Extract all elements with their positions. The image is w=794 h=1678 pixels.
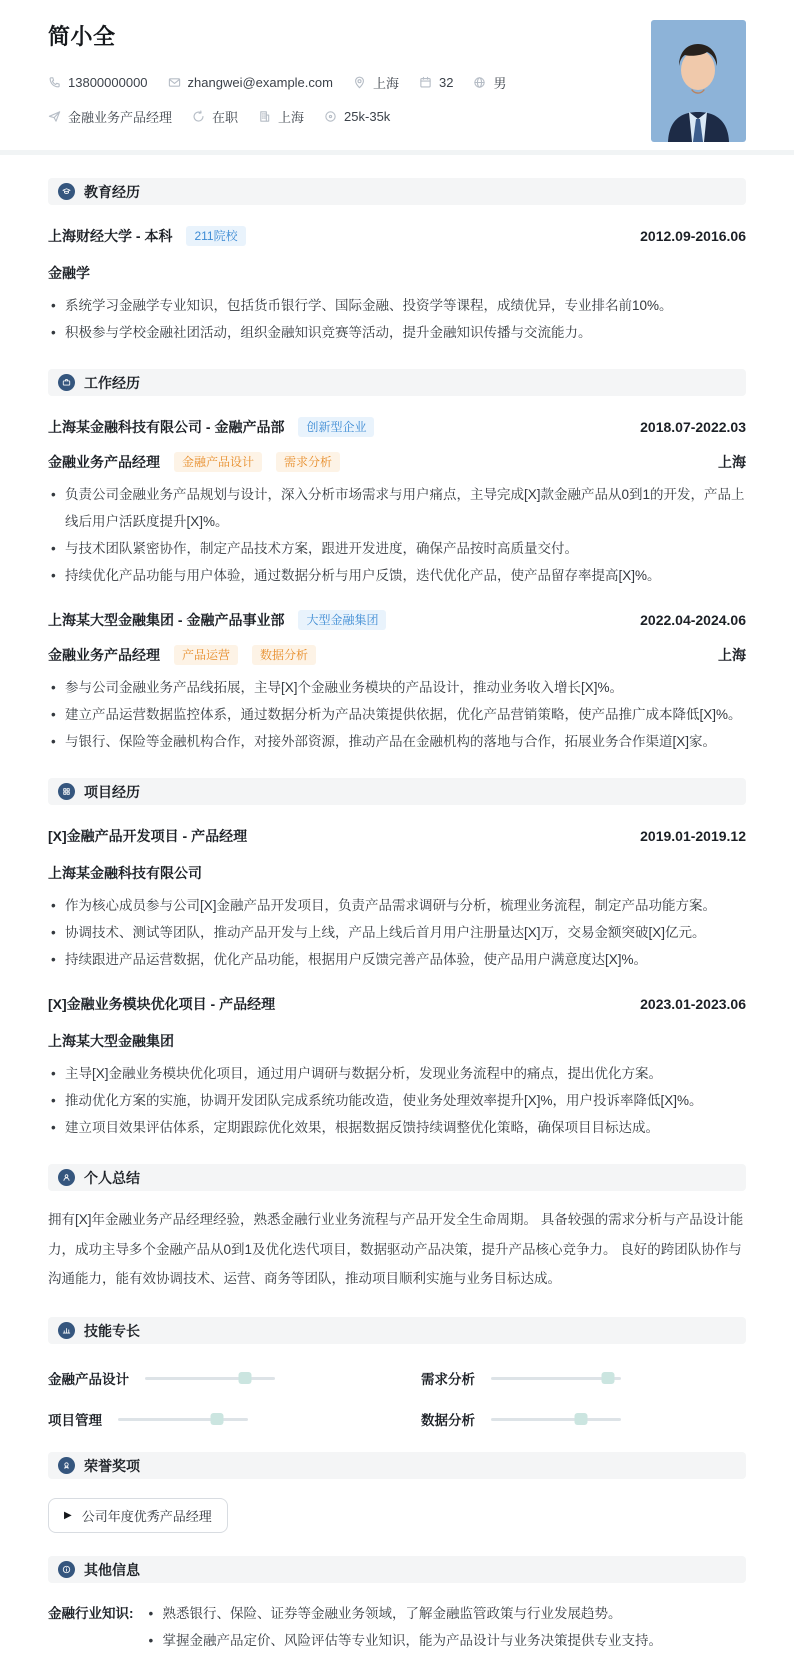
portrait-image (651, 20, 746, 142)
target-job-value: 金融业务产品经理 (68, 110, 173, 125)
location-value: 上海 (372, 76, 399, 91)
work-entry (48, 610, 746, 755)
bullet-item: • 与银行、保险等金融机构合作，对接外部资源，推动产品在金融机构的落地与合作，拓展业务合作渠道[X]家。 (48, 728, 746, 755)
gender-item (473, 73, 506, 92)
gender-icon (473, 76, 486, 89)
bullet-item: • 持续优化产品功能与用户体验，通过数据分析与用户反馈，迭代优化产品，使产品留存率提高[X]%。 (48, 562, 746, 589)
section-header-education (48, 178, 746, 205)
bullet-item: • 负责公司金融业务产品规划与设计，深入分析市场需求与用户痛点，主导完成[X]款金融产品从0到1的开发，产品上线后用户活跃度提升[X]%。 (48, 481, 746, 535)
section-title-work: 工作经历 (84, 374, 140, 391)
honor-chip[interactable] (48, 1498, 228, 1533)
skill-label: 金融产品设计 (48, 1372, 129, 1388)
skill-tag: 金融产品设计 (174, 452, 262, 472)
other-info-label: 金融行业知识: (48, 1606, 134, 1622)
work-bullets (48, 674, 746, 755)
job-status-item (192, 107, 238, 126)
target-job-item (48, 107, 172, 126)
phone-value: 13800000000 (68, 75, 148, 90)
skill-label: 数据分析 (421, 1413, 475, 1429)
work-date: 2022.04-2024.06 (640, 612, 746, 628)
skill-slider[interactable] (118, 1418, 248, 1421)
bullet-item: • 熟悉银行、保险、证券等金融业务领域，了解金融监管政策与行业发展趋势。 (146, 1600, 663, 1627)
project-entry (48, 994, 746, 1141)
skill-slider[interactable] (145, 1377, 275, 1380)
email-value: zhangwei@example.com (187, 75, 333, 90)
resume-body (0, 178, 794, 1678)
work-date: 2018.07-2022.03 (640, 419, 746, 435)
gender-value: 男 (493, 76, 507, 91)
header-left (48, 20, 506, 142)
phone-item (48, 75, 148, 90)
graduation-cap-icon (58, 183, 75, 200)
mail-icon (168, 76, 181, 89)
bullet-item: • 掌握金融产品定价、风险评估等专业知识，能为产品设计与业务决策提供专业支持。 (146, 1627, 663, 1654)
skill-slider[interactable] (491, 1377, 621, 1380)
school-name: 上海财经大学 - 本科 (48, 228, 173, 244)
bullet-item: • 协调技术、测试等团队，推动产品开发与上线，产品上线后首月用户注册量达[X]万，交易金额突破[X]亿元。 (48, 919, 746, 946)
play-icon: ▶ (64, 1509, 72, 1521)
header-divider (0, 150, 794, 155)
bullet-item: • 持续跟进产品运营数据，优化产品功能，根据用户反馈完善产品体验，使产品用户满意度达[X]%。 (48, 946, 746, 973)
job-location: 上海 (718, 647, 746, 663)
skill-slider[interactable] (491, 1418, 621, 1421)
city-icon (258, 110, 271, 123)
job-role: 金融业务产品经理 (48, 454, 160, 470)
contact-row-2 (48, 107, 506, 126)
grid-icon (58, 783, 75, 800)
section-header-honors (48, 1452, 746, 1479)
skills-grid (48, 1368, 746, 1429)
bar-chart-icon (58, 1322, 75, 1339)
bullet-item: • 与技术团队紧密协作，制定产品技术方案，跟进开发进度，确保产品按时高质量交付。 (48, 535, 746, 562)
info-icon (58, 1561, 75, 1578)
medal-icon (58, 1457, 75, 1474)
company-name: 上海某金融科技有限公司 - 金融产品部 (48, 419, 285, 435)
bullet-item: • 作为核心成员参与公司[X]金融产品开发项目，负责产品需求调研与分析，梳理业务流程，制定产品功能方案。 (48, 892, 746, 919)
candidate-name: 简小全 (48, 24, 116, 49)
skill-row (421, 1368, 746, 1388)
bullet-item: • 系统学习金融学专业知识，包括货币银行学、国际金融、投资学等课程，成绩优异，专业排名前10%。 (48, 292, 746, 319)
section-header-summary (48, 1164, 746, 1191)
project-org: 上海某大型金融集团 (48, 1033, 174, 1049)
company-badge: 大型金融集团 (298, 610, 386, 630)
skill-row (48, 1409, 373, 1429)
project-name: [X]金融产品开发项目 - 产品经理 (48, 828, 248, 844)
company-badge: 创新型企业 (298, 417, 374, 437)
project-date: 2023.01-2023.06 (640, 996, 746, 1012)
location-item (353, 73, 399, 92)
contact-row-1 (48, 73, 506, 92)
salary-item (324, 109, 390, 124)
skill-label: 需求分析 (421, 1372, 475, 1388)
target-job-icon (48, 110, 61, 123)
honor-label: 公司年度优秀产品经理 (81, 1509, 212, 1525)
salary-icon (324, 110, 337, 123)
project-org: 上海某金融科技有限公司 (48, 865, 202, 881)
section-title-honors: 荣誉奖项 (84, 1457, 140, 1474)
education-date: 2012.09-2016.06 (640, 228, 746, 244)
other-info-row (48, 1600, 746, 1654)
project-bullets (48, 1060, 746, 1141)
work-bullets (48, 481, 746, 589)
section-title-education: 教育经历 (84, 183, 140, 200)
project-name: [X]金融业务模块优化项目 - 产品经理 (48, 996, 276, 1012)
project-date: 2019.01-2019.12 (640, 828, 746, 844)
bullet-item: • 参与公司金融业务产品线拓展，主导[X]个金融业务模块的产品设计，推动业务收入增长[X]%。 (48, 674, 746, 701)
section-title-summary: 个人总结 (84, 1169, 140, 1186)
age-value: 32 (438, 75, 454, 90)
work-entry (48, 417, 746, 589)
salary-value: 25k-35k (344, 109, 391, 124)
school-badge: 211院校 (186, 226, 245, 246)
skill-tag: 需求分析 (276, 452, 340, 472)
company-name: 上海某大型金融集团 - 金融产品事业部 (48, 612, 285, 628)
section-header-work (48, 369, 746, 396)
slider-handle[interactable] (239, 1372, 252, 1384)
bullet-item: • 主导[X]金融业务模块优化项目，通过用户调研与数据分析，发现业务流程中的痛点，提出优化方案。 (48, 1060, 746, 1087)
skill-tag: 产品运营 (174, 645, 238, 665)
section-title-projects: 项目经历 (84, 783, 140, 800)
skill-label: 项目管理 (48, 1413, 102, 1429)
skill-tag: 数据分析 (252, 645, 316, 665)
skill-row (48, 1368, 373, 1388)
phone-icon (48, 76, 61, 89)
bullet-item: • 积极参与学校金融社团活动，组织金融知识竞赛等活动，提升金融知识传播与交流能力。 (48, 319, 746, 346)
briefcase-icon (58, 374, 75, 391)
education-entry (48, 226, 746, 346)
age-item (419, 75, 453, 90)
resume-header (0, 0, 794, 150)
skill-row (421, 1409, 746, 1429)
section-header-skills (48, 1317, 746, 1344)
other-info-bullets (146, 1600, 663, 1654)
job-role: 金融业务产品经理 (48, 647, 160, 663)
bullet-item: • 推动优化方案的实施，协调开发团队完成系统功能改造，使业务处理效率提升[X]%，用户投诉率降低[X]%。 (48, 1087, 746, 1114)
slider-handle[interactable] (210, 1413, 223, 1425)
major-name: 金融学 (48, 265, 90, 281)
bullet-item: • 建立产品运营数据监控体系，通过数据分析为产品决策提供依据，优化产品营销策略，使产品推广成本降低[X]%。 (48, 701, 746, 728)
status-icon (192, 110, 205, 123)
city-value: 上海 (278, 110, 305, 125)
section-title-skills: 技能专长 (84, 1322, 140, 1339)
section-title-other: 其他信息 (84, 1561, 140, 1578)
section-header-other (48, 1556, 746, 1583)
age-icon (419, 76, 432, 89)
email-item (168, 75, 333, 90)
education-bullets (48, 292, 746, 346)
candidate-photo (651, 20, 746, 142)
slider-handle[interactable] (602, 1372, 615, 1384)
location-icon (353, 76, 366, 89)
city-item (258, 107, 304, 126)
section-header-projects (48, 778, 746, 805)
project-bullets (48, 892, 746, 973)
summary-paragraph: 拥有[X]年金融业务产品经理经验，熟悉金融行业业务流程与产品开发全生命周期。 具备较强的需求分析与产品设计能力，成功主导多个金融产品从0到1及优化迭代项目，数据驱动产品决策，提升产品核心竞争力。 良好的跨团队协作与沟通能力，能有效协调技术、运营、商务等团队，推动项目顺利实施与业务目标达成。 (48, 1212, 744, 1287)
project-entry (48, 826, 746, 973)
bullet-item: • 建立项目效果评估体系，定期跟踪优化效果，根据数据反馈持续调整优化策略，确保项目目标达成。 (48, 1114, 746, 1141)
slider-handle[interactable] (574, 1413, 587, 1425)
job-status-value: 在职 (212, 110, 239, 125)
person-icon (58, 1169, 75, 1186)
job-location: 上海 (718, 454, 746, 470)
